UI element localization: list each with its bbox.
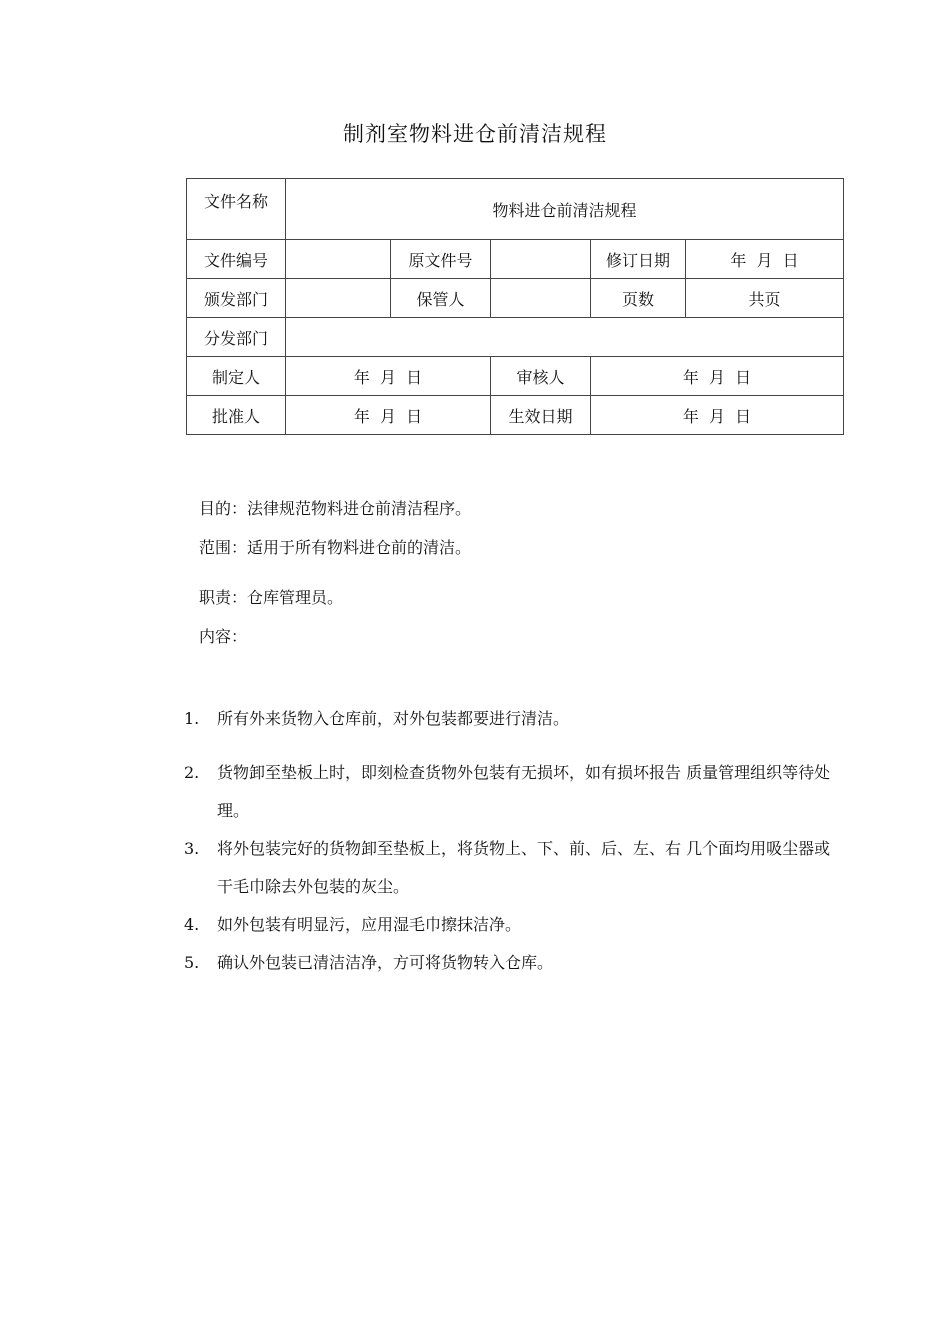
scope-text: 范围：适用于所有物料进仓前的清洁。 — [199, 538, 472, 557]
list-item — [184, 944, 844, 982]
orig-file-no-value — [491, 240, 591, 279]
responsibility-text: 职责：仓库管理员。 — [199, 588, 344, 607]
file-name-value: 物料进仓前清洁规程 — [286, 179, 844, 240]
file-name-label: 文件名称 — [187, 179, 286, 240]
dist-dept-value — [286, 318, 844, 357]
issue-dept-label: 颁发部门 — [187, 279, 286, 318]
dist-dept-label: 分发部门 — [187, 318, 286, 357]
item-number: 1. — [184, 709, 200, 728]
revision-date-value: 年 月 日 — [686, 240, 844, 279]
orig-file-no-label: 原文件号 — [391, 240, 491, 279]
approver-label: 批准人 — [187, 396, 286, 435]
item-number: 4. — [184, 915, 200, 934]
list-item — [184, 754, 844, 830]
file-no-value — [286, 240, 391, 279]
revision-date-label: 修订日期 — [591, 240, 686, 279]
procedure-list — [184, 700, 844, 982]
custodian-value — [491, 279, 591, 318]
pages-value: 共页 — [686, 279, 844, 318]
document-info-table — [186, 178, 844, 435]
effective-date-value: 年 月 日 — [591, 396, 844, 435]
custodian-label: 保管人 — [391, 279, 491, 318]
reviewer-date: 年 月 日 — [591, 357, 844, 396]
item-text: 所有外来货物入仓库前，对外包装都要进行清洁。 — [217, 709, 570, 728]
item-text: 货物卸至垫板上时，即刻检查货物外包装有无损坏，如有损坏报告 质量管理组织等待处理。 — [217, 763, 831, 820]
page-title: 制剂室物料进仓前清洁规程 — [343, 122, 607, 146]
item-number: 3. — [184, 839, 200, 858]
reviewer-label: 审核人 — [491, 357, 591, 396]
author-date: 年 月 日 — [286, 357, 491, 396]
item-text: 确认外包装已清洁洁净，方可将货物转入仓库。 — [217, 953, 554, 972]
list-item — [184, 830, 844, 906]
pages-label: 页数 — [591, 279, 686, 318]
item-text: 将外包装完好的货物卸至垫板上，将货物上、下、前、后、左、右 几个面均用吸尘器或干毛巾除去外包装的灰尘。 — [217, 839, 831, 896]
list-item — [184, 906, 844, 944]
purpose-text: 目的：法律规范物料进仓前清洁程序。 — [199, 499, 472, 518]
approver-date: 年 月 日 — [286, 396, 491, 435]
effective-date-label: 生效日期 — [491, 396, 591, 435]
item-number: 2. — [184, 763, 200, 782]
item-number: 5. — [184, 953, 200, 972]
issue-dept-value — [286, 279, 391, 318]
content-label: 内容： — [199, 627, 248, 646]
list-item — [184, 700, 844, 738]
item-text: 如外包装有明显污，应用湿毛巾擦抹洁净。 — [217, 915, 522, 934]
file-no-label: 文件编号 — [187, 240, 286, 279]
author-label: 制定人 — [187, 357, 286, 396]
